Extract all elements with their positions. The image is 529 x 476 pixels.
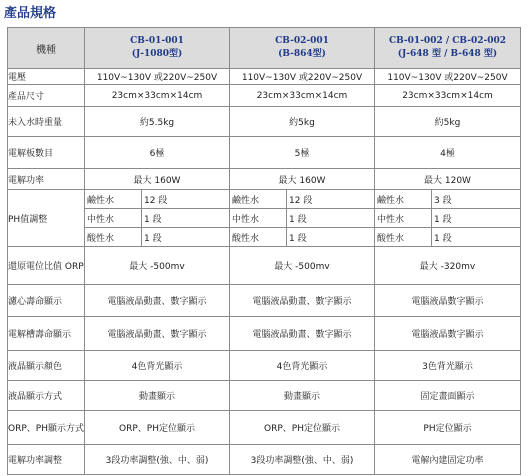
row-label: 產品尺寸 xyxy=(8,85,85,107)
level: 12 段 xyxy=(287,190,375,209)
cell: 4極 xyxy=(375,137,521,169)
cell: 最大 120W xyxy=(375,169,521,190)
model-name: (B-864型) xyxy=(278,49,326,59)
row-label: 電解板數目 xyxy=(8,137,85,169)
table-row xyxy=(8,381,521,411)
row-label: 電壓 xyxy=(8,69,85,85)
water-type: 鹼性水 xyxy=(85,190,142,209)
water-type: 酸性水 xyxy=(375,228,432,247)
cell: 23cm×33cm×14cm xyxy=(85,85,230,107)
ph-subtable xyxy=(375,190,520,246)
cell: 電腦液晶動畫、數字顯示 xyxy=(230,285,375,317)
table-row xyxy=(8,69,521,85)
water-type: 鹼性水 xyxy=(375,190,432,209)
row-label: 濾心壽命顯示 xyxy=(8,285,85,317)
cell: 最大 -500mv xyxy=(230,247,375,285)
cell: 23cm×33cm×14cm xyxy=(230,85,375,107)
cell: 最大 -500mv xyxy=(85,247,230,285)
model-name: (J-1080型) xyxy=(131,49,183,59)
row-label: 未入水時重量 xyxy=(8,107,85,137)
row-label: 液晶顯示顏色 xyxy=(8,351,85,381)
water-type: 酸性水 xyxy=(85,228,142,247)
table-row xyxy=(8,317,521,351)
row-label: PH值調整 xyxy=(8,190,85,247)
cell: ORP、PH定位顯示 xyxy=(85,411,230,445)
table-row xyxy=(8,445,521,475)
row-label: 液晶顯示方式 xyxy=(8,381,85,411)
cell: 4色背光顯示 xyxy=(230,351,375,381)
table-row xyxy=(8,169,521,190)
table-row xyxy=(8,247,521,285)
row-label: 電解功率 xyxy=(8,169,85,190)
ph-row xyxy=(8,190,521,247)
model-1-header xyxy=(85,28,230,69)
cell: 電腦液晶動畫、數字顯示 xyxy=(85,285,230,317)
cell: 約5kg xyxy=(230,107,375,137)
cell: 最大 160W xyxy=(230,169,375,190)
cell: 3段功率調整(強、中、弱) xyxy=(230,445,375,475)
header-label: 機種 xyxy=(8,28,85,69)
cell: 約5kg xyxy=(375,107,521,137)
level: 1 段 xyxy=(142,209,230,228)
row-label: 電解槽壽命顯示 xyxy=(8,317,85,351)
cell: 110V~130V 或220V~250V xyxy=(230,69,375,85)
table-row xyxy=(8,411,521,445)
cell: 動畫顯示 xyxy=(85,381,230,411)
level: 3 段 xyxy=(432,190,521,209)
table-row xyxy=(8,85,521,107)
cell: 約5.5kg xyxy=(85,107,230,137)
row-label: ORP、PH顯示方式 xyxy=(8,411,85,445)
cell: 最大 -320mv xyxy=(375,247,521,285)
water-type: 中性水 xyxy=(85,209,142,228)
cell: PH定位顯示 xyxy=(375,411,521,445)
water-type: 鹼性水 xyxy=(230,190,287,209)
level: 1 段 xyxy=(432,209,521,228)
model-2-header xyxy=(230,28,375,69)
model-name: (J-648 型 / B-648 型) xyxy=(397,49,498,59)
cell: 4色背光顯示 xyxy=(85,351,230,381)
cell: 電腦液晶動畫、數字顯示 xyxy=(85,317,230,351)
cell: 固定畫面顯示 xyxy=(375,381,521,411)
ph-subtable xyxy=(85,190,229,246)
cell: 23cm×33cm×14cm xyxy=(375,85,521,107)
level: 1 段 xyxy=(287,209,375,228)
cell: 5極 xyxy=(230,137,375,169)
cell: 動畫顯示 xyxy=(230,381,375,411)
row-label: 還原電位比值 ORP xyxy=(8,247,85,285)
row-label: 電解功率調整 xyxy=(8,445,85,475)
header-row xyxy=(8,28,521,69)
water-type: 中性水 xyxy=(375,209,432,228)
cell: 電解內建固定功率 xyxy=(375,445,521,475)
water-type: 酸性水 xyxy=(230,228,287,247)
level: 12 段 xyxy=(142,190,230,209)
cell: 3段功率調整(強、中、弱) xyxy=(85,445,230,475)
model-code: CB-02-001 xyxy=(275,36,329,46)
level: 1 段 xyxy=(289,233,307,244)
page-title: 產品規格 xyxy=(4,6,57,21)
ph-cell xyxy=(230,190,375,247)
cell: 6極 xyxy=(85,137,230,169)
cell: 110V~130V 或220V~250V xyxy=(375,69,521,85)
ph-cell xyxy=(85,190,230,247)
level: 1 段 xyxy=(434,233,452,244)
table-row xyxy=(8,107,521,137)
spec-table xyxy=(7,27,521,475)
model-3-header xyxy=(375,28,521,69)
cell: 電腦液晶數字顯示 xyxy=(375,285,521,317)
cell: ORP、PH定位顯示 xyxy=(230,411,375,445)
table-row xyxy=(8,285,521,317)
model-code: CB-01-002 / CB-02-002 xyxy=(389,36,506,46)
ph-cell xyxy=(375,190,521,247)
table-row xyxy=(8,137,521,169)
ph-subtable xyxy=(230,190,374,246)
cell: 電腦液晶動畫、數字顯示 xyxy=(230,317,375,351)
level: 1 段 xyxy=(144,233,162,244)
cell: 3色背光顯示 xyxy=(375,351,521,381)
water-type: 中性水 xyxy=(230,209,287,228)
cell: 電腦液晶數字顯示 xyxy=(375,317,521,351)
table-row xyxy=(8,351,521,381)
cell: 110V~130V 或220V~250V xyxy=(85,69,230,85)
cell: 最大 160W xyxy=(85,169,230,190)
model-code: CB-01-001 xyxy=(130,36,184,46)
